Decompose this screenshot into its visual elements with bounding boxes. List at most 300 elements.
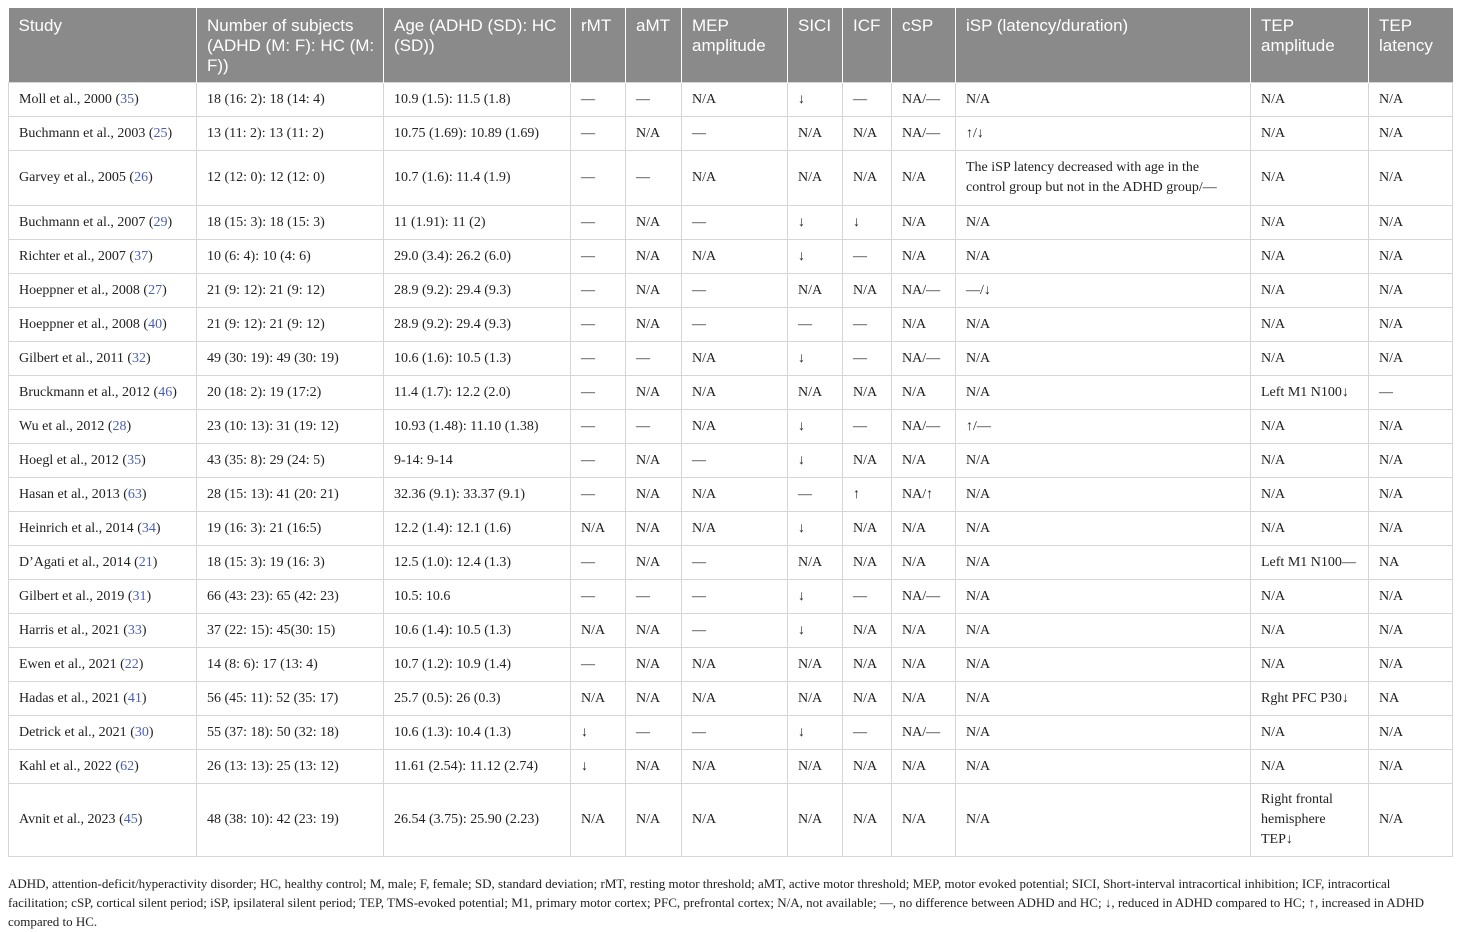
study-cell: Bruckmann et al., 2012 (46) bbox=[9, 376, 197, 410]
table-cell: N/A bbox=[1251, 750, 1369, 784]
header-cell: Number of subjects (ADHD (M: F): HC (M: F)) bbox=[197, 8, 384, 83]
study-cell: D’Agati et al., 2014 (21) bbox=[9, 546, 197, 580]
table-cell: 18 (15: 3): 19 (16: 3) bbox=[197, 546, 384, 580]
table-cell: N/A bbox=[626, 614, 682, 648]
header-cell: cSP bbox=[892, 8, 956, 83]
table-cell: N/A bbox=[956, 83, 1251, 117]
study-name: Buchmann et al., 2003 bbox=[19, 125, 146, 141]
table-row bbox=[9, 682, 1453, 716]
table-cell: N/A bbox=[956, 546, 1251, 580]
table-row bbox=[9, 546, 1453, 580]
table-row bbox=[9, 151, 1453, 206]
table-cell: 26.54 (3.75): 25.90 (2.23) bbox=[384, 784, 571, 857]
table-cell: N/A bbox=[1251, 342, 1369, 376]
table-cell: 10.5: 10.6 bbox=[384, 580, 571, 614]
study-cell: Ewen et al., 2021 (22) bbox=[9, 648, 197, 682]
study-name: Hoeppner et al., 2008 bbox=[19, 282, 140, 298]
table-cell: N/A bbox=[788, 682, 843, 716]
table-cell: N/A bbox=[956, 682, 1251, 716]
table-cell: 10.6 (1.4): 10.5 (1.3) bbox=[384, 614, 571, 648]
study-cell: Kahl et al., 2022 (62) bbox=[9, 750, 197, 784]
table-cell: — bbox=[682, 274, 788, 308]
reference-link[interactable]: 46 bbox=[158, 384, 173, 400]
table-cell: ↓ bbox=[571, 716, 626, 750]
reference-link[interactable]: 35 bbox=[127, 452, 142, 468]
table-cell: 21 (9: 12): 21 (9: 12) bbox=[197, 274, 384, 308]
table-cell: N/A bbox=[956, 342, 1251, 376]
study-name: D’Agati et al., 2014 bbox=[19, 554, 131, 570]
table-cell: N/A bbox=[956, 240, 1251, 274]
table-cell: — bbox=[626, 580, 682, 614]
table-cell: 29.0 (3.4): 26.2 (6.0) bbox=[384, 240, 571, 274]
table-cell: N/A bbox=[843, 376, 892, 410]
table-cell: N/A bbox=[1369, 614, 1453, 648]
reference-link[interactable]: 63 bbox=[127, 486, 142, 502]
table-row bbox=[9, 206, 1453, 240]
table-cell: NA bbox=[1369, 682, 1453, 716]
table-cell: N/A bbox=[1369, 580, 1453, 614]
table-cell: N/A bbox=[571, 784, 626, 857]
reference-link[interactable]: 33 bbox=[127, 622, 142, 638]
table-cell: ↓ bbox=[788, 614, 843, 648]
table-cell: — bbox=[571, 206, 626, 240]
study-cell: Harris et al., 2021 (33) bbox=[9, 614, 197, 648]
table-cell: 12.2 (1.4): 12.1 (1.6) bbox=[384, 512, 571, 546]
table-cell: — bbox=[843, 580, 892, 614]
table-row bbox=[9, 274, 1453, 308]
table-cell: 19 (16: 3): 21 (16:5) bbox=[197, 512, 384, 546]
table-cell: N/A bbox=[956, 580, 1251, 614]
table-row bbox=[9, 580, 1453, 614]
table-cell: — bbox=[843, 342, 892, 376]
table-cell: NA/— bbox=[892, 117, 956, 151]
table-cell: — bbox=[682, 444, 788, 478]
table-cell: — bbox=[626, 342, 682, 376]
study-cell: Hoeppner et al., 2008 (40) bbox=[9, 308, 197, 342]
table-cell: ↓ bbox=[788, 580, 843, 614]
table-cell: N/A bbox=[892, 206, 956, 240]
table-cell: N/A bbox=[843, 750, 892, 784]
reference-link[interactable]: 45 bbox=[123, 812, 138, 827]
table-cell: — bbox=[571, 546, 626, 580]
table-cell: N/A bbox=[1251, 580, 1369, 614]
table-cell: — bbox=[682, 614, 788, 648]
table-cell: 10.6 (1.3): 10.4 (1.3) bbox=[384, 716, 571, 750]
study-name: Ewen et al., 2021 bbox=[19, 656, 117, 672]
study-cell: Hasan et al., 2013 (63) bbox=[9, 478, 197, 512]
reference-link[interactable]: 34 bbox=[141, 520, 156, 536]
table-cell: 28.9 (9.2): 29.4 (9.3) bbox=[384, 308, 571, 342]
table-cell: N/A bbox=[892, 546, 956, 580]
reference-link[interactable]: 27 bbox=[148, 282, 163, 298]
table-cell: N/A bbox=[1369, 117, 1453, 151]
table-cell: N/A bbox=[892, 750, 956, 784]
table-cell: — bbox=[843, 240, 892, 274]
table-cell: ↓ bbox=[788, 410, 843, 444]
table-body bbox=[9, 83, 1453, 857]
study-name: Bruckmann et al., 2012 bbox=[19, 384, 151, 400]
table-cell: ↓ bbox=[788, 206, 843, 240]
reference-link[interactable]: 21 bbox=[138, 554, 153, 570]
table-cell: N/A bbox=[843, 274, 892, 308]
table-cell: N/A bbox=[626, 308, 682, 342]
table-cell: 9-14: 9-14 bbox=[384, 444, 571, 478]
table-cell: N/A bbox=[1251, 716, 1369, 750]
table-cell: 21 (9: 12): 21 (9: 12) bbox=[197, 308, 384, 342]
study-name: Hoegl et al., 2012 bbox=[19, 452, 119, 468]
table-cell: — bbox=[571, 444, 626, 478]
table-cell: N/A bbox=[1369, 274, 1453, 308]
reference-link[interactable]: 31 bbox=[132, 588, 147, 604]
table-cell: N/A bbox=[956, 376, 1251, 410]
table-cell: — bbox=[843, 716, 892, 750]
table-cell: ↑/↓ bbox=[956, 117, 1251, 151]
table-cell: NA/↑ bbox=[892, 478, 956, 512]
table-cell: N/A bbox=[956, 478, 1251, 512]
table-cell: NA/— bbox=[892, 83, 956, 117]
table-cell: 14 (8: 6): 17 (13: 4) bbox=[197, 648, 384, 682]
reference-link[interactable]: 32 bbox=[132, 350, 147, 366]
table-cell: 13 (11: 2): 13 (11: 2) bbox=[197, 117, 384, 151]
table-cell: N/A bbox=[843, 546, 892, 580]
table-row bbox=[9, 410, 1453, 444]
table-row bbox=[9, 784, 1453, 857]
study-cell: Detrick et al., 2021 (30) bbox=[9, 716, 197, 750]
table-cell: — bbox=[682, 308, 788, 342]
table-cell: N/A bbox=[1369, 151, 1453, 206]
table-cell: — bbox=[843, 410, 892, 444]
table-cell: — bbox=[682, 117, 788, 151]
table-cell: — bbox=[1369, 376, 1453, 410]
table-cell: N/A bbox=[1369, 716, 1453, 750]
table-cell: N/A bbox=[1369, 308, 1453, 342]
table-row bbox=[9, 716, 1453, 750]
table-cell: N/A bbox=[956, 648, 1251, 682]
table-cell: N/A bbox=[843, 648, 892, 682]
table-cell: N/A bbox=[682, 784, 788, 857]
table-cell: N/A bbox=[682, 410, 788, 444]
study-name: Hadas et al., 2021 bbox=[19, 690, 120, 706]
table-cell: N/A bbox=[682, 342, 788, 376]
table-cell: — bbox=[682, 716, 788, 750]
table-row bbox=[9, 308, 1453, 342]
table-cell: N/A bbox=[1251, 240, 1369, 274]
table-cell: — bbox=[682, 546, 788, 580]
table-cell: N/A bbox=[788, 750, 843, 784]
study-name: Detrick et al., 2021 bbox=[19, 724, 127, 740]
table-cell: N/A bbox=[956, 614, 1251, 648]
table-cell: N/A bbox=[1369, 410, 1453, 444]
table-cell: N/A bbox=[843, 512, 892, 546]
table-cell: N/A bbox=[892, 512, 956, 546]
table-cell: ↓ bbox=[571, 750, 626, 784]
table-cell: — bbox=[571, 376, 626, 410]
table-cell: 32.36 (9.1): 33.37 (9.1) bbox=[384, 478, 571, 512]
table-cell: N/A bbox=[682, 376, 788, 410]
table-cell: NA bbox=[1369, 546, 1453, 580]
table-cell: NA/— bbox=[892, 716, 956, 750]
table-row bbox=[9, 750, 1453, 784]
table-cell: N/A bbox=[788, 274, 843, 308]
table-cell: N/A bbox=[892, 151, 956, 206]
reference-link[interactable]: 30 bbox=[134, 724, 149, 740]
table-cell: ↓ bbox=[788, 342, 843, 376]
study-name: Heinrich et al., 2014 bbox=[19, 520, 134, 536]
study-name: Gilbert et al., 2019 bbox=[19, 588, 125, 604]
table-cell: N/A bbox=[682, 478, 788, 512]
table-cell: N/A bbox=[626, 682, 682, 716]
table-cell: 10.7 (1.6): 11.4 (1.9) bbox=[384, 151, 571, 206]
table-cell: N/A bbox=[1251, 512, 1369, 546]
table-cell: 28 (15: 13): 41 (20: 21) bbox=[197, 478, 384, 512]
table-cell: — bbox=[571, 648, 626, 682]
table-cell: NA/— bbox=[892, 342, 956, 376]
table-container bbox=[8, 8, 1452, 857]
table-cell: N/A bbox=[1369, 478, 1453, 512]
header-cell: SICI bbox=[788, 8, 843, 83]
table-cell: — bbox=[571, 308, 626, 342]
table-cell: N/A bbox=[626, 546, 682, 580]
reference-link[interactable]: 62 bbox=[120, 758, 135, 774]
table-cell: 10.9 (1.5): 11.5 (1.8) bbox=[384, 83, 571, 117]
table-row bbox=[9, 648, 1453, 682]
table-cell: The iSP latency decreased with age in the control group but not in the ADHD group/— bbox=[956, 151, 1251, 206]
table-cell: 10.93 (1.48): 11.10 (1.38) bbox=[384, 410, 571, 444]
table-cell: NA/— bbox=[892, 580, 956, 614]
table-cell: N/A bbox=[892, 240, 956, 274]
table-cell: N/A bbox=[1369, 444, 1453, 478]
table-footnote: ADHD, attention-deficit/hyperactivity disorder; HC, healthy control; M, male; F, female; SD, standard deviation; rMT, resting motor threshold; aMT, active motor threshold; MEP, motor evoked potential; SICI, Short-interval intracortical inhibition; ICF, intracortical facilitation; cSP, cortical silent period; iSP, ipsilateral silent period; TEP, TMS-evoked potential; M1, primary motor cortex; PFC, prefrontal cortex; N/A, not available; —, no difference between ADHD and HC; ↓, reduced in ADHD compared to HC; ↑, increased in ADHD compared to HC. bbox=[8, 876, 1424, 929]
table-cell: N/A bbox=[626, 512, 682, 546]
study-name: Hasan et al., 2013 bbox=[19, 486, 120, 502]
table-cell: ↓ bbox=[843, 206, 892, 240]
table-cell: 20 (18: 2): 19 (17:2) bbox=[197, 376, 384, 410]
table-row bbox=[9, 83, 1453, 117]
study-cell: Buchmann et al., 2007 (29) bbox=[9, 206, 197, 240]
table-cell: N/A bbox=[892, 614, 956, 648]
table-cell: N/A bbox=[843, 151, 892, 206]
table-row bbox=[9, 614, 1453, 648]
table-cell: N/A bbox=[1369, 342, 1453, 376]
table-cell: N/A bbox=[626, 478, 682, 512]
table-cell: N/A bbox=[956, 512, 1251, 546]
table-cell: ↑/— bbox=[956, 410, 1251, 444]
table-cell: N/A bbox=[788, 151, 843, 206]
table-cell: N/A bbox=[892, 444, 956, 478]
table-cell: — bbox=[843, 83, 892, 117]
study-cell: Avnit et al., 2023 (45) bbox=[9, 784, 197, 857]
table-cell: N/A bbox=[956, 206, 1251, 240]
table-cell: Left M1 N100— bbox=[1251, 546, 1369, 580]
table-cell: N/A bbox=[1251, 274, 1369, 308]
table-cell: 10.7 (1.2): 10.9 (1.4) bbox=[384, 648, 571, 682]
header-cell: TEP latency bbox=[1369, 8, 1453, 83]
table-cell: ↓ bbox=[788, 716, 843, 750]
table-cell: N/A bbox=[1369, 648, 1453, 682]
table-cell: N/A bbox=[571, 512, 626, 546]
table-cell: 66 (43: 23): 65 (42: 23) bbox=[197, 580, 384, 614]
table-cell: N/A bbox=[682, 512, 788, 546]
reference-link[interactable]: 26 bbox=[134, 170, 149, 185]
study-cell: Richter et al., 2007 (37) bbox=[9, 240, 197, 274]
table-cell: ↓ bbox=[788, 512, 843, 546]
study-cell: Gilbert et al., 2019 (31) bbox=[9, 580, 197, 614]
table-cell: N/A bbox=[682, 151, 788, 206]
table-cell: N/A bbox=[1369, 512, 1453, 546]
table-cell: 18 (15: 3): 18 (15: 3) bbox=[197, 206, 384, 240]
table-cell: N/A bbox=[1251, 478, 1369, 512]
table-cell: N/A bbox=[892, 784, 956, 857]
study-name: Gilbert et al., 2011 bbox=[19, 350, 124, 366]
table-cell: — bbox=[626, 151, 682, 206]
table-cell: N/A bbox=[626, 750, 682, 784]
table-cell: N/A bbox=[788, 117, 843, 151]
table-cell: N/A bbox=[843, 784, 892, 857]
header-cell: ICF bbox=[843, 8, 892, 83]
study-cell: Moll et al., 2000 (35) bbox=[9, 83, 197, 117]
table-cell: N/A bbox=[843, 682, 892, 716]
table-cell: — bbox=[571, 240, 626, 274]
table-cell: — bbox=[788, 478, 843, 512]
study-name: Hoeppner et al., 2008 bbox=[19, 316, 140, 332]
reference-link[interactable]: 22 bbox=[124, 656, 139, 672]
table-cell: 28.9 (9.2): 29.4 (9.3) bbox=[384, 274, 571, 308]
table-cell: 11.4 (1.7): 12.2 (2.0) bbox=[384, 376, 571, 410]
table-cell: NA/— bbox=[892, 410, 956, 444]
table-cell: N/A bbox=[788, 546, 843, 580]
table-cell: 18 (16: 2): 18 (14: 4) bbox=[197, 83, 384, 117]
table-cell: N/A bbox=[1369, 784, 1453, 857]
header-cell: Study bbox=[9, 8, 197, 83]
table-cell: 26 (13: 13): 25 (13: 12) bbox=[197, 750, 384, 784]
study-cell: Garvey et al., 2005 (26) bbox=[9, 151, 197, 206]
table-cell: N/A bbox=[1369, 240, 1453, 274]
table-cell: — bbox=[571, 580, 626, 614]
table-cell: 11 (1.91): 11 (2) bbox=[384, 206, 571, 240]
table-cell: N/A bbox=[682, 648, 788, 682]
table-row bbox=[9, 117, 1453, 151]
table-cell: 48 (38: 10): 42 (23: 19) bbox=[197, 784, 384, 857]
table-cell: N/A bbox=[1251, 614, 1369, 648]
table-row bbox=[9, 376, 1453, 410]
table-cell: — bbox=[626, 716, 682, 750]
table-cell: N/A bbox=[626, 206, 682, 240]
table-cell: N/A bbox=[1251, 206, 1369, 240]
table-cell: N/A bbox=[1251, 308, 1369, 342]
study-cell: Hadas et al., 2021 (41) bbox=[9, 682, 197, 716]
table-cell: — bbox=[571, 478, 626, 512]
table-row bbox=[9, 512, 1453, 546]
reference-link[interactable]: 29 bbox=[153, 214, 168, 230]
table-cell: N/A bbox=[682, 682, 788, 716]
table-cell: N/A bbox=[956, 444, 1251, 478]
table-cell: — bbox=[626, 83, 682, 117]
table-cell: 43 (35: 8): 29 (24: 5) bbox=[197, 444, 384, 478]
header-cell: rMT bbox=[571, 8, 626, 83]
study-name: Wu et al., 2012 bbox=[19, 418, 105, 434]
reference-link[interactable]: 25 bbox=[153, 125, 168, 141]
study-name: Garvey et al., 2005 bbox=[19, 170, 126, 185]
table-cell: N/A bbox=[626, 240, 682, 274]
table-cell: 37 (22: 15): 45(30: 15) bbox=[197, 614, 384, 648]
study-name: Harris et al., 2021 bbox=[19, 622, 120, 638]
study-cell: Hoegl et al., 2012 (35) bbox=[9, 444, 197, 478]
table-cell: N/A bbox=[682, 240, 788, 274]
table-cell: — bbox=[788, 308, 843, 342]
table-cell: 12 (12: 0): 12 (12: 0) bbox=[197, 151, 384, 206]
table-cell: N/A bbox=[682, 750, 788, 784]
table-cell: N/A bbox=[1251, 410, 1369, 444]
table-cell: N/A bbox=[626, 648, 682, 682]
table-cell: N/A bbox=[626, 274, 682, 308]
header-row bbox=[9, 8, 1453, 83]
table-cell: — bbox=[843, 308, 892, 342]
table-cell: — bbox=[682, 206, 788, 240]
table-cell: — bbox=[571, 342, 626, 376]
table-cell: 55 (37: 18): 50 (32: 18) bbox=[197, 716, 384, 750]
table-cell: — bbox=[682, 580, 788, 614]
table-cell: 25.7 (0.5): 26 (0.3) bbox=[384, 682, 571, 716]
table-row bbox=[9, 240, 1453, 274]
table-cell: N/A bbox=[1369, 750, 1453, 784]
table-cell: N/A bbox=[892, 376, 956, 410]
table-cell: N/A bbox=[626, 784, 682, 857]
table-cell: Left M1 N100↓ bbox=[1251, 376, 1369, 410]
table-cell: — bbox=[571, 274, 626, 308]
table-cell: 12.5 (1.0): 12.4 (1.3) bbox=[384, 546, 571, 580]
table-cell: N/A bbox=[843, 444, 892, 478]
table-cell: ↓ bbox=[788, 83, 843, 117]
table-cell: N/A bbox=[626, 444, 682, 478]
table-cell: 11.61 (2.54): 11.12 (2.74) bbox=[384, 750, 571, 784]
table-cell: N/A bbox=[788, 376, 843, 410]
table-cell: N/A bbox=[1251, 444, 1369, 478]
table-cell: 49 (30: 19): 49 (30: 19) bbox=[197, 342, 384, 376]
study-cell: Buchmann et al., 2003 (25) bbox=[9, 117, 197, 151]
table-cell: N/A bbox=[892, 308, 956, 342]
table-cell: N/A bbox=[1251, 117, 1369, 151]
table-cell: ↑ bbox=[843, 478, 892, 512]
table-cell: N/A bbox=[956, 308, 1251, 342]
reference-link[interactable]: 37 bbox=[134, 248, 149, 264]
table-cell: — bbox=[626, 410, 682, 444]
table-cell: 10 (6: 4): 10 (4: 6) bbox=[197, 240, 384, 274]
reference-link[interactable]: 35 bbox=[120, 91, 135, 107]
table-row bbox=[9, 342, 1453, 376]
table-cell: N/A bbox=[571, 614, 626, 648]
table-cell: N/A bbox=[626, 117, 682, 151]
reference-link[interactable]: 28 bbox=[112, 418, 127, 434]
table-cell: N/A bbox=[626, 376, 682, 410]
reference-link[interactable]: 40 bbox=[148, 316, 163, 332]
table-cell: —/↓ bbox=[956, 274, 1251, 308]
table-cell: N/A bbox=[788, 784, 843, 857]
study-name: Kahl et al., 2022 bbox=[19, 758, 112, 774]
study-name: Buchmann et al., 2007 bbox=[19, 214, 146, 230]
table-cell: 56 (45: 11): 52 (35: 17) bbox=[197, 682, 384, 716]
table-row bbox=[9, 444, 1453, 478]
table-cell: — bbox=[571, 117, 626, 151]
header-cell: MEP amplitude bbox=[682, 8, 788, 83]
table-cell: N/A bbox=[1369, 83, 1453, 117]
reference-link[interactable]: 41 bbox=[127, 690, 142, 706]
table-cell: N/A bbox=[571, 682, 626, 716]
table-cell: N/A bbox=[892, 648, 956, 682]
table-cell: N/A bbox=[1369, 206, 1453, 240]
table-cell: Right frontal hemisphere TEP↓ bbox=[1251, 784, 1369, 857]
table-cell: N/A bbox=[956, 784, 1251, 857]
table-cell: — bbox=[571, 151, 626, 206]
